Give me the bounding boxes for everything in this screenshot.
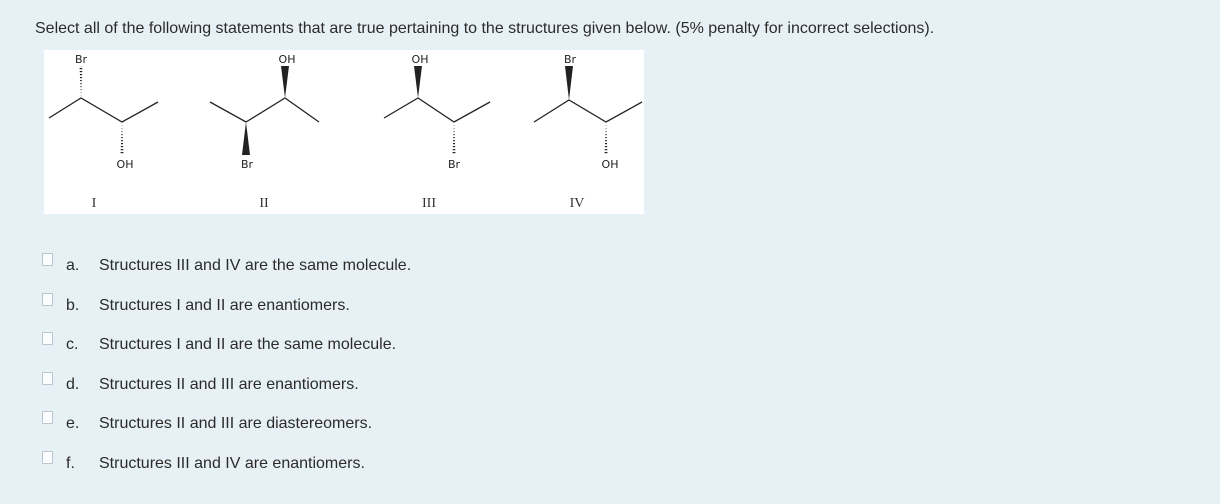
structures-drawing	[44, 50, 644, 214]
structure-iii	[384, 53, 490, 211]
option-e-letter: e.	[66, 415, 80, 432]
option-b-checkbox[interactable]	[42, 293, 53, 306]
structure-iv-numeral: IV	[569, 196, 585, 211]
structure-iii-bottom-label: Br	[447, 158, 461, 171]
structure-iv-bottom-label: OH	[601, 158, 619, 171]
option-f-text[interactable]: Structures III and IV are enantiomers.	[99, 454, 365, 472]
option-f[interactable]	[42, 451, 365, 491]
question-prompt: Select all of the following statements that are true pertaining to the structures given below. (5% penalty for incorrect selections).	[35, 20, 935, 37]
option-a[interactable]	[42, 253, 412, 293]
structure-ii	[210, 53, 319, 211]
structures-figure	[44, 50, 644, 214]
structure-ii-top-label: OH	[278, 53, 296, 66]
option-d[interactable]	[42, 372, 359, 412]
option-b-letter: b.	[66, 296, 80, 314]
structure-ii-bottom-label: Br	[240, 158, 254, 171]
option-d-checkbox[interactable]	[42, 372, 53, 385]
option-d-letter: d.	[66, 375, 80, 393]
option-a-text[interactable]: Structures III and IV are the same molecule.	[99, 257, 412, 274]
option-c-checkbox[interactable]	[42, 332, 53, 345]
option-e-checkbox[interactable]	[42, 411, 53, 424]
structure-i-top-label: Br	[74, 53, 88, 66]
structure-i-bottom-label: OH	[116, 158, 134, 171]
structure-i-numeral: I	[91, 196, 97, 211]
option-f-checkbox[interactable]	[42, 451, 53, 464]
option-f-letter: f.	[66, 454, 75, 472]
option-d-text[interactable]: Structures II and III are enantiomers.	[99, 375, 359, 393]
structure-iii-numeral: III	[422, 196, 436, 211]
option-c-text[interactable]: Structures I and II are the same molecule.	[99, 336, 397, 353]
structure-iii-top-label: OH	[411, 53, 429, 66]
option-b[interactable]	[42, 293, 350, 333]
option-b-text[interactable]: Structures I and II are enantiomers.	[99, 296, 350, 314]
answer-options	[42, 253, 412, 490]
option-e-text[interactable]: Structures II and III are diastereomers.	[99, 415, 373, 432]
option-a-letter: a.	[66, 257, 80, 274]
structure-iv	[534, 53, 642, 211]
option-c[interactable]	[42, 332, 397, 372]
structure-i	[49, 53, 158, 211]
option-c-letter: c.	[66, 336, 79, 353]
structure-iv-top-label: Br	[563, 53, 577, 66]
option-e[interactable]	[42, 411, 373, 451]
structure-ii-numeral: II	[259, 196, 269, 211]
option-a-checkbox[interactable]	[42, 253, 53, 266]
